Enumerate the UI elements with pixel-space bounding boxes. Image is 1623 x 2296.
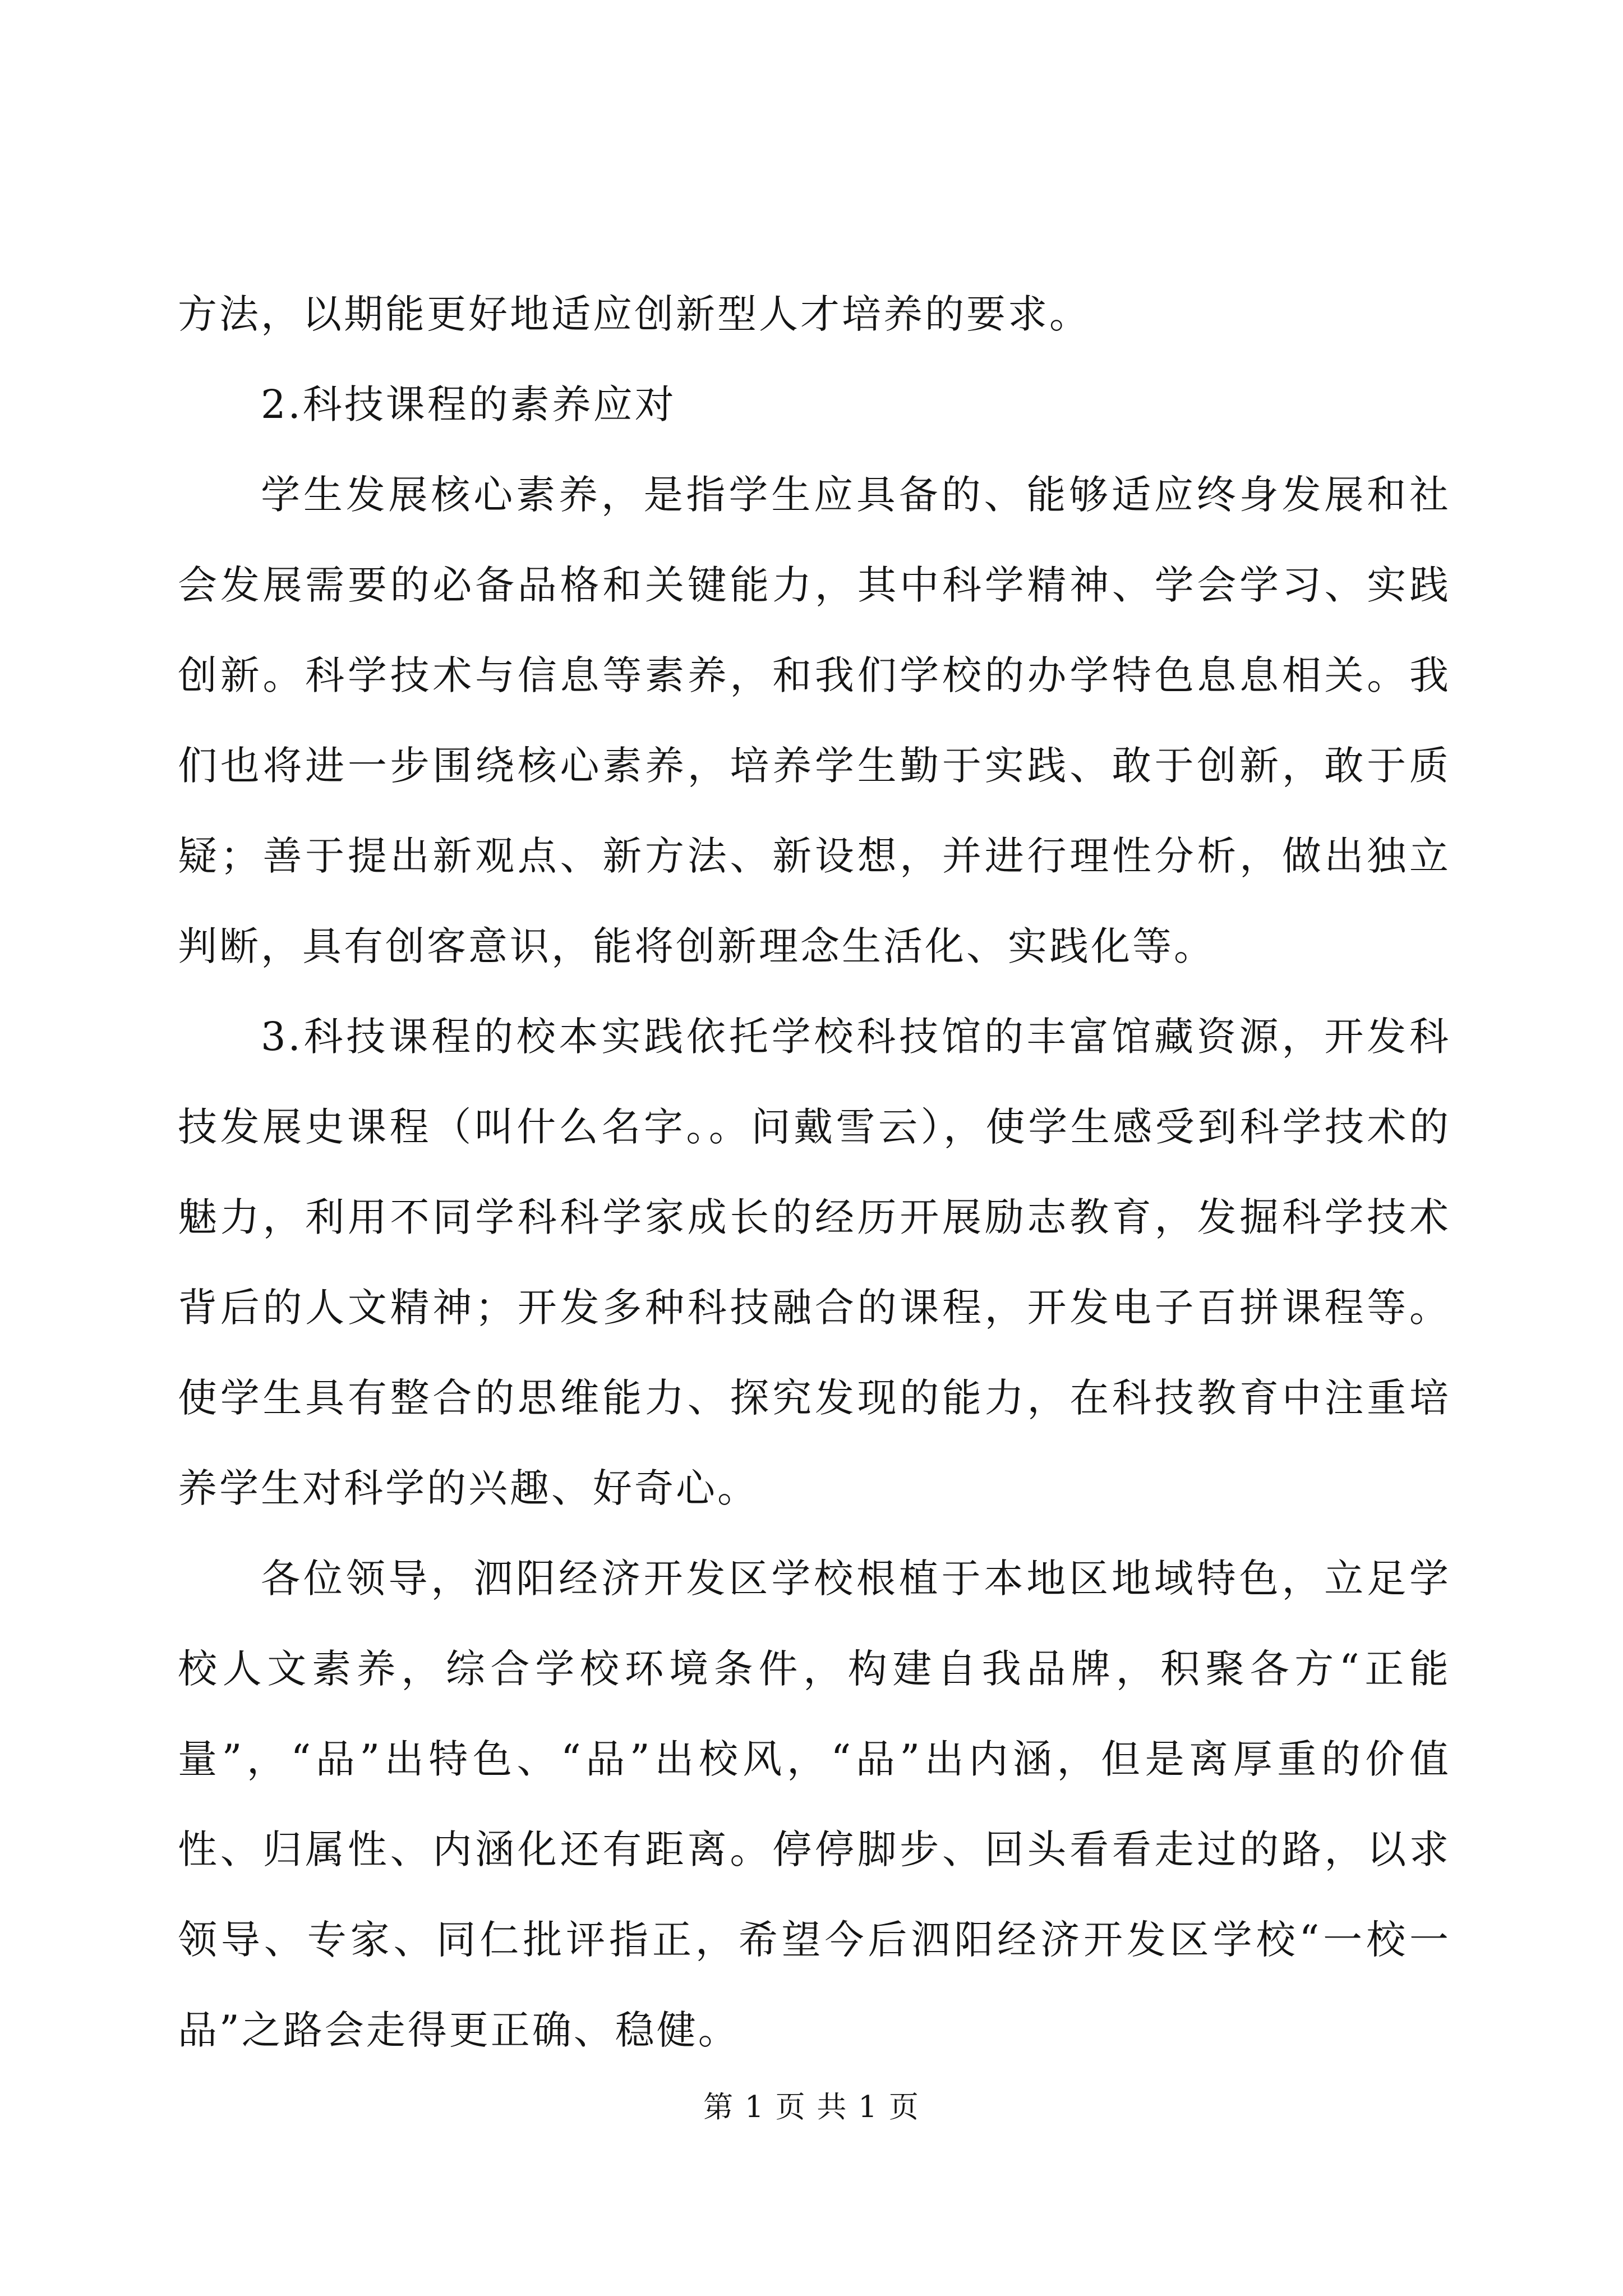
paragraph-core-literacy: 学生发展核心素养，是指学生应具备的、能够适应终身发展和社会发展需要的必备品格和关键能力，其中科学精神、学会学习、实践创新。科学技术与信息等素养，和我们学校的办学特色息息相关。我们也将进一步围绕核心素养，培养学生勤于实践、敢于创新，敢于质疑；善于提出新观点、新方法、新设想，并进行理性分析，做出独立判断，具有创客意识，能将创新理念生活化、实践化等。: [178, 472, 1451, 969]
paragraph-closing: 各位领导，泗阳经济开发区学校根植于本地区地域特色，立足学校人文素养，综合学校环境条件，构建自我品牌，积聚各方“正能量”，“品”出特色、“品”出校风，“品”出内涵，但是离厚重的价值性、归属性、内涵化还有距离。停停脚步、回头看看走过的路，以求领导、专家、同仁批评指正，希望今后泗阳经济开发区学校“一校一品”之路会走得更正确、稳健。: [178, 1556, 1451, 2053]
section-heading-2: 2.科技课程的素养应对: [261, 381, 676, 427]
paragraph-continuation: 方法，以期能更好地适应创新型人才培养的要求。: [178, 291, 1091, 337]
paragraph-school-practice: 3.科技课程的校本实践依托学校科技馆的丰富馆藏资源，开发科技发展史课程（叫什么名字。。问戴雪云），使学生感受到科学技术的魅力，利用不同学科科学家成长的经历开展励志教育，发掘科学技术背后的人文精神；开发多种科技融合的课程，开发电子百拼课程等。使学生具有整合的思维能力、探究发现的能力，在科技教育中注重培养学生对科学的兴趣、好奇心。: [178, 1014, 1451, 1511]
document-body: [178, 269, 1451, 2076]
page-footer: 第 1 页 共 1 页: [703, 2090, 920, 2124]
